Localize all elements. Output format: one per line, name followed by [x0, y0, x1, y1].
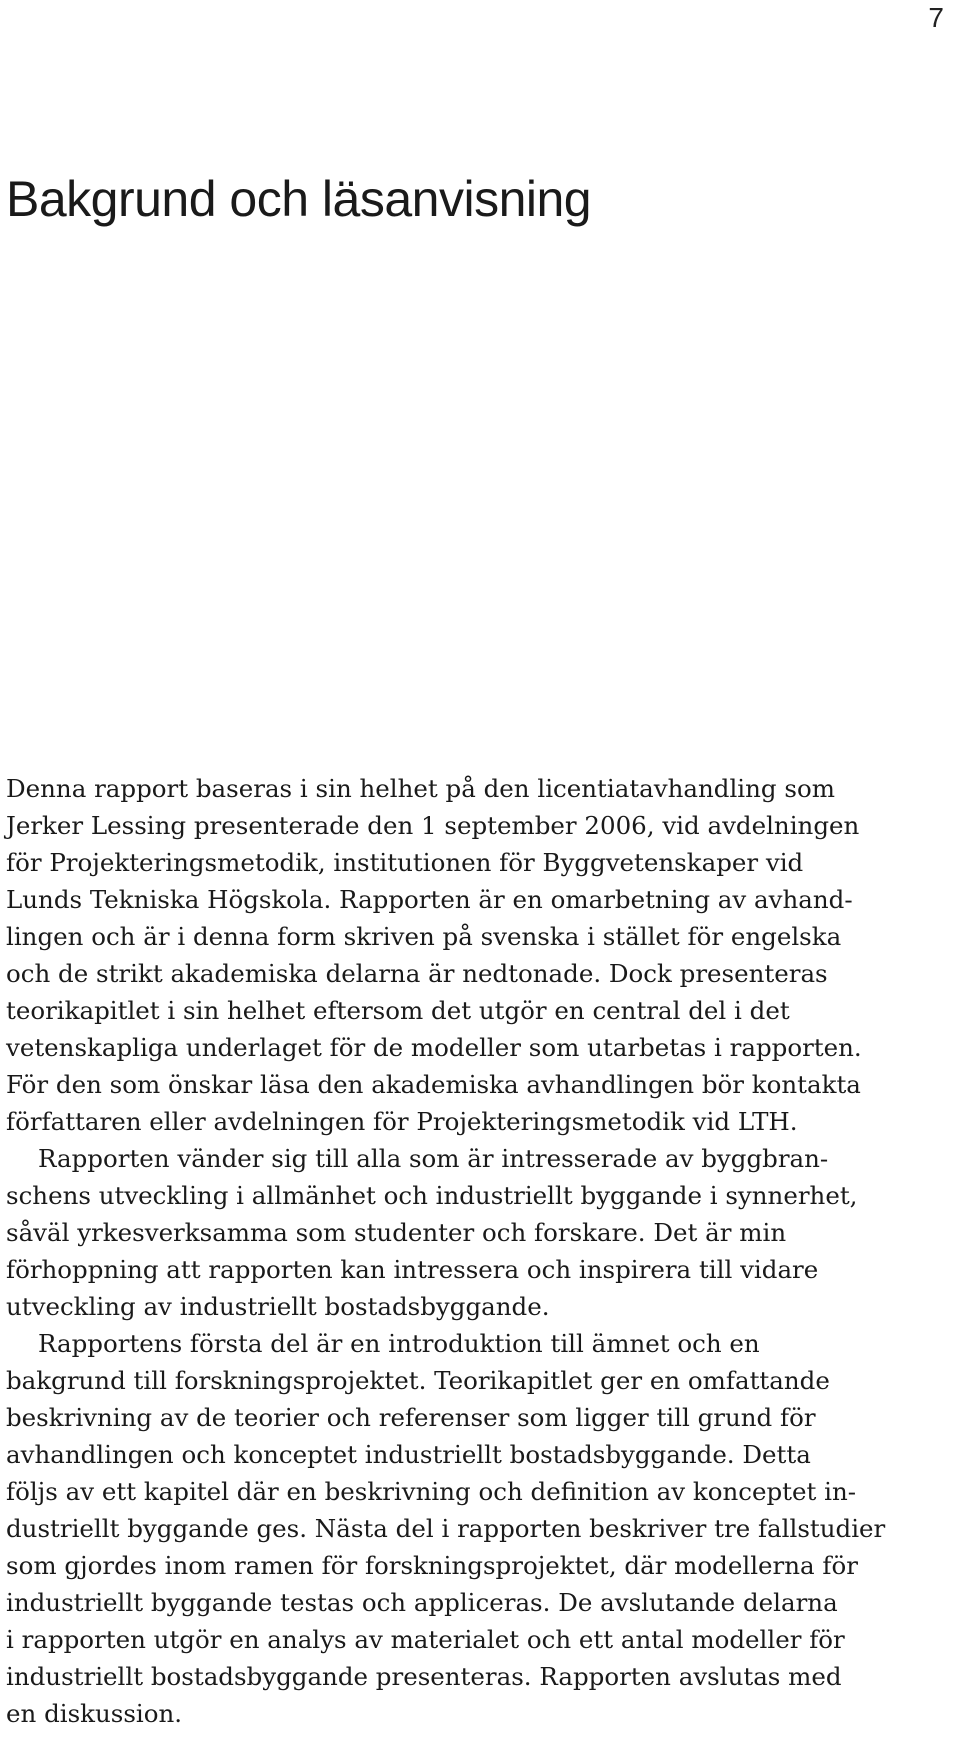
text-line: följs av ett kapitel där en beskrivning och definition av konceptet in- [6, 1477, 857, 1506]
text-line: dustriellt byggande ges. Nästa del i rapporten beskriver tre fallstudier [6, 1514, 886, 1543]
text-line: för Projekteringsmetodik, institutionen för Byggvetenskaper vid [6, 848, 804, 877]
text-line: förhoppning att rapporten kan intressera och inspirera till vidare [6, 1255, 819, 1284]
text-line: Lunds Tekniska Högskola. Rapporten är en omarbetning av avhand- [6, 885, 853, 914]
text-line: industriellt bostadsbyggande presenteras. Rapporten avslutas med [6, 1662, 842, 1691]
text-line: avhandlingen och konceptet industriellt bostadsbyggande. Detta [6, 1440, 811, 1469]
text-line: industriellt byggande testas och appliceras. De avslutande delarna [6, 1588, 838, 1617]
text-line: beskrivning av de teorier och referenser som ligger till grund för [6, 1403, 816, 1432]
page-number: 7 [928, 2, 944, 33]
text-line: lingen och är i denna form skriven på svenska i stället för engelska [6, 922, 842, 951]
text-line: vetenskapliga underlaget för de modeller som utarbetas i rapporten. [6, 1033, 862, 1062]
text-line: teorikapitlet i sin helhet eftersom det utgör en central del i det [6, 996, 790, 1025]
body-text [6, 770, 956, 1732]
text-line: bakgrund till forskningsprojektet. Teorikapitlet ger en omfattande [6, 1366, 830, 1395]
page-title: Bakgrund och läsanvisning [6, 171, 592, 227]
text-line: Jerker Lessing presenterade den 1 september 2006, vid avdelningen [6, 811, 860, 840]
text-line: Rapporten vänder sig till alla som är intresserade av byggbran- [38, 1144, 829, 1173]
text-line: utveckling av industriellt bostadsbyggande. [6, 1292, 550, 1321]
text-line: och de strikt akademiska delarna är nedtonade. Dock presenteras [6, 959, 828, 988]
text-line: författaren eller avdelningen för Projekteringsmetodik vid LTH. [6, 1107, 798, 1136]
text-line: i rapporten utgör en analys av materialet och ett antal modeller för [6, 1625, 845, 1654]
text-line: schens utveckling i allmänhet och industriellt byggande i synnerhet, [6, 1181, 858, 1210]
text-line: För den som önskar läsa den akademiska avhandlingen bör kontakta [6, 1070, 861, 1099]
text-line: en diskussion. [6, 1699, 183, 1728]
text-line: såväl yrkesverksamma som studenter och forskare. Det är min [6, 1218, 787, 1247]
text-line: Denna rapport baseras i sin helhet på den licentiatavhandling som [6, 774, 835, 803]
text-line: Rapportens första del är en introduktion till ämnet och en [38, 1329, 760, 1358]
text-line: som gjordes inom ramen för forskningsprojektet, där modellerna för [6, 1551, 858, 1580]
